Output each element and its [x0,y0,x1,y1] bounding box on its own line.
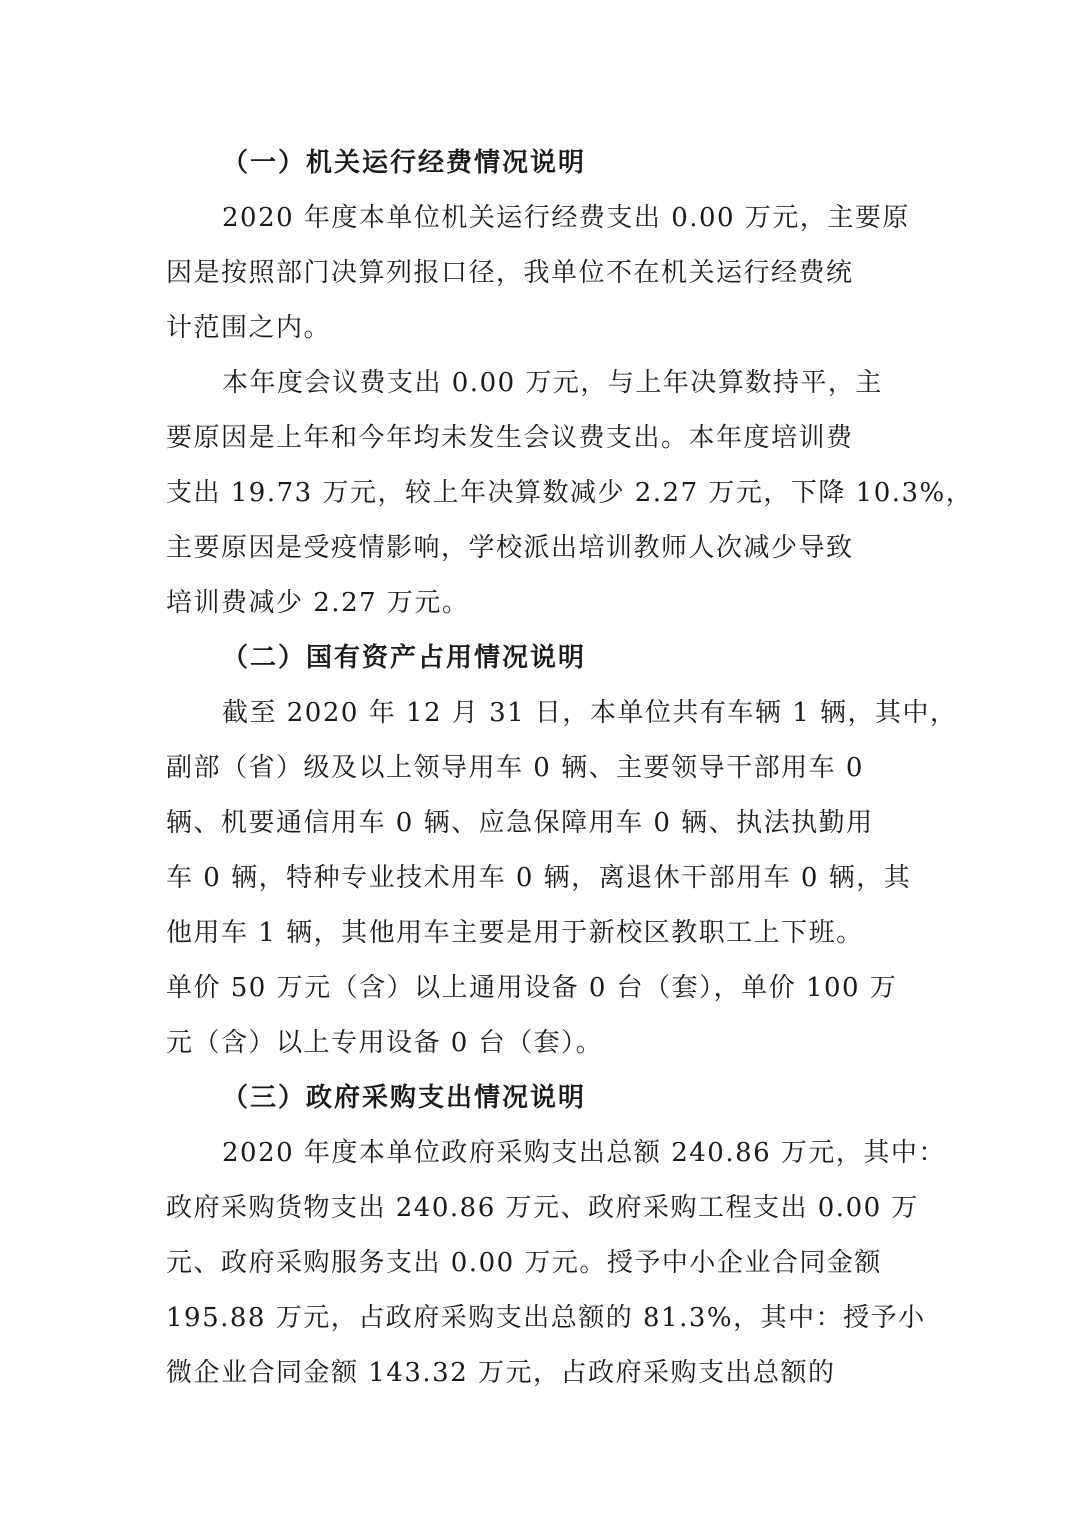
paragraph-line: 培训费减少 2.27 万元。 [166,588,470,618]
paragraph-line: 计范围之内。 [166,313,332,343]
paragraph-line: 车 0 辆，特种专业技术用车 0 辆，离退休干部用车 0 辆，其 [166,863,912,893]
paragraph-line: 元（含）以上专用设备 0 台（套）。 [166,1028,604,1058]
paragraph-line: 因是按照部门决算列报口径，我单位不在机关运行经费统 [166,258,854,288]
section-heading-procurement: （三）政府采购支出情况说明 [222,1083,587,1113]
paragraph-line: 195.88 万元，占政府采购支出总额的 81.3%，其中：授予小 [166,1303,926,1333]
paragraph-line: 单价 50 万元（含）以上通用设备 0 台（套），单价 100 万 [166,973,898,1003]
section-heading-operating-expenses: （一）机关运行经费情况说明 [222,148,587,178]
paragraph-line: 2020 年度本单位政府采购支出总额 240.86 万元，其中： [222,1138,946,1168]
paragraph-line: 支出 19.73 万元，较上年决算数减少 2.27 万元，下降 10.3%， [166,478,974,508]
paragraph-line: 本年度会议费支出 0.00 万元，与上年决算数持平，主 [222,368,883,398]
paragraph-line: 要原因是上年和今年均未发生会议费支出。本年度培训费 [166,423,854,453]
paragraph-line: 辆、机要通信用车 0 辆、应急保障用车 0 辆、执法执勤用 [166,808,874,838]
section-heading-state-assets: （二）国有资产占用情况说明 [222,643,587,673]
paragraph-line: 副部（省）级及以上领导用车 0 辆、主要领导干部用车 0 [166,753,864,783]
paragraph-line: 微企业合同金额 143.32 万元，占政府采购支出总额的 [166,1358,836,1388]
paragraph-line: 元、政府采购服务支出 0.00 万元。授予中小企业合同金额 [166,1248,882,1278]
paragraph-line: 政府采购货物支出 240.86 万元、政府采购工程支出 0.00 万 [166,1193,919,1223]
paragraph-line: 2020 年度本单位机关运行经费支出 0.00 万元，主要原 [222,203,910,233]
paragraph-line: 截至 2020 年 12 月 31 日，本单位共有车辆 1 辆，其中， [222,698,958,728]
paragraph-line: 他用车 1 辆，其他用车主要是用于新校区教职工上下班。 [166,918,864,948]
paragraph-line: 主要原因是受疫情影响，学校派出培训教师人次减少导致 [166,533,854,563]
